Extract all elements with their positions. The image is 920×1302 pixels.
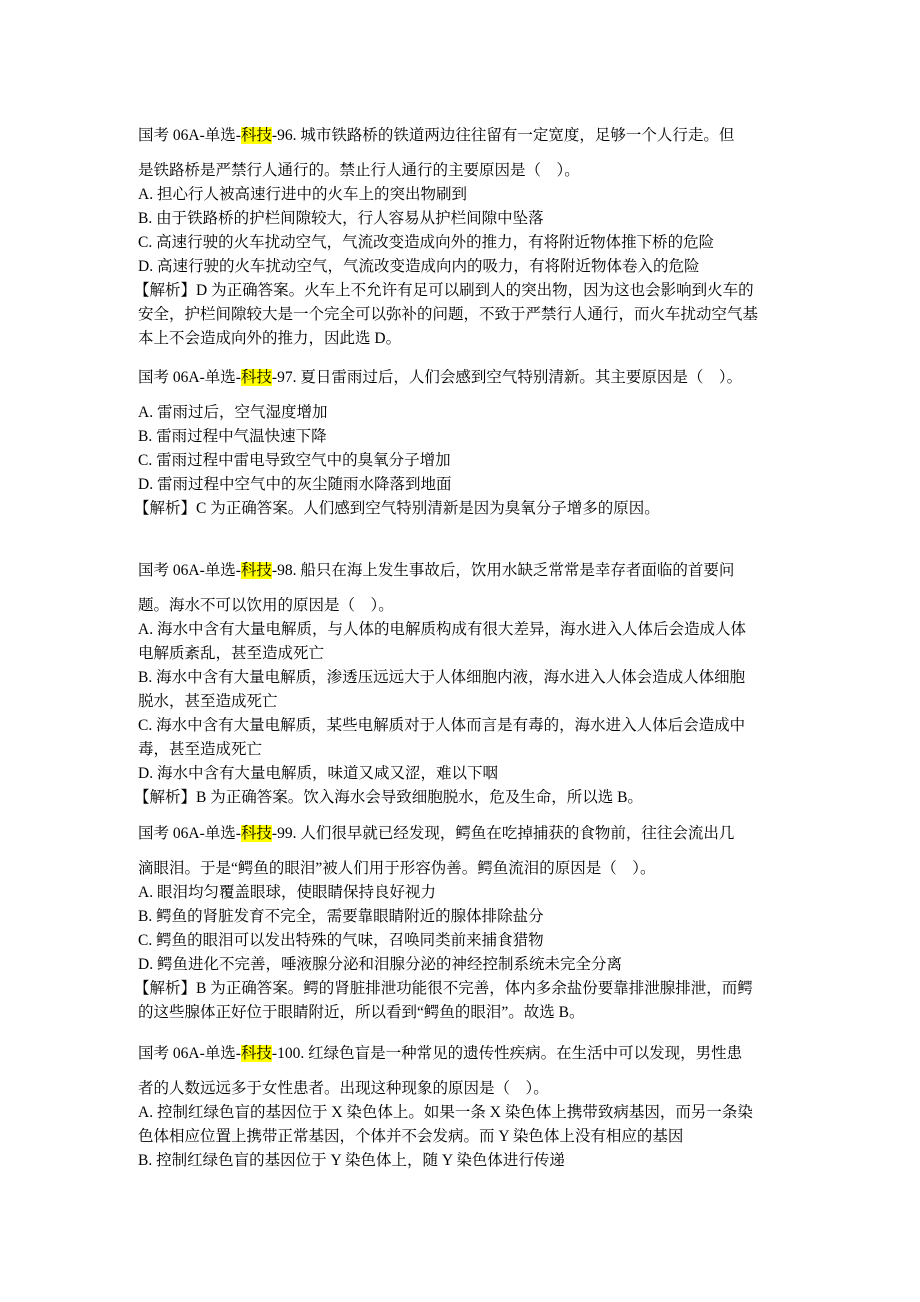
highlighted-tag: 科技: [240, 127, 272, 144]
analysis-line: 【解析】C 为正确答案。人们感到空气特别清新是因为臭氧分子增多的原因。: [134, 500, 660, 517]
option-a-cont: 色体相应位置上携带正常基因，个体并不会发病。而 Y 染色体上没有相应的基因: [138, 1128, 684, 1145]
option-b: B. 海水中含有大量电解质，渗透压远远大于人体细胞内液，海水进入人体会造成人体细胞: [138, 669, 746, 686]
question-99-stem: [138, 823, 734, 845]
highlighted-tag: 科技: [240, 825, 272, 842]
option-c: C. 雷雨过程中雷电导致空气中的臭氧分子增加: [138, 452, 451, 469]
option-d: D. 鳄鱼进化不完善，唾液腺分泌和泪腺分泌的神经控制系统未完全分离: [138, 956, 622, 973]
question-source: 国考 06A-单选-: [138, 825, 241, 842]
question-99-stem-cont: 滴眼泪。于是“鳄鱼的眼泪”被人们用于形容伪善。鳄鱼流泪的原因是（ ）。: [138, 860, 656, 877]
highlighted-tag: 科技: [240, 1045, 272, 1062]
option-a: A. 雷雨过后，空气湿度增加: [138, 404, 328, 421]
option-b: B. 由于铁路桥的护栏间隙较大，行人容易从护栏间隙中坠落: [138, 210, 544, 227]
analysis-line: 的这些腺体正好位于眼睛附近，所以看到“鳄鱼的眼泪”。故选 B。: [138, 1004, 585, 1021]
option-c-cont: 毒，甚至造成死亡: [138, 741, 263, 758]
highlighted-tag: 科技: [240, 369, 272, 386]
option-d: D. 雷雨过程中空气中的灰尘随雨水降落到地面: [138, 476, 452, 493]
question-98-stem: [138, 560, 734, 582]
option-d: D. 海水中含有大量电解质，味道又咸又涩，难以下咽: [138, 765, 498, 782]
option-a: A. 眼泪均匀覆盖眼球，使眼睛保持良好视力: [138, 884, 436, 901]
question-100-stem-cont: 者的人数远远多于女性患者。出现这种现象的原因是（ ）。: [138, 1080, 549, 1097]
analysis-line: 【解析】B 为正确答案。鳄的肾脏排泄功能很不完善，体内多余盐份要靠排泄腺排泄，而鳄: [134, 980, 753, 997]
question-97-stem: [138, 367, 742, 389]
option-c: C. 海水中含有大量电解质，某些电解质对于人体而言是有毒的，海水进入人体后会造成中: [138, 717, 746, 734]
question-100-stem: [138, 1043, 742, 1065]
question-source: 国考 06A-单选-: [138, 369, 241, 386]
option-a: A. 担心行人被高速行进中的火车上的突出物刷到: [138, 186, 467, 203]
question-96-stem: [138, 125, 734, 147]
question-96-stem-cont: 是铁路桥是严禁行人通行的。禁止行人通行的主要原因是（ ）。: [138, 162, 580, 179]
option-c: C. 鳄鱼的眼泪可以发出特殊的气味，召唤同类前来捕食猎物: [138, 932, 544, 949]
question-text: -97. 夏日雷雨过后，人们会感到空气特别清新。其主要原因是（ ）。: [271, 369, 743, 386]
option-b: B. 雷雨过程中气温快速下降: [138, 428, 327, 445]
question-source: 国考 06A-单选-: [138, 1045, 241, 1062]
question-source: 国考 06A-单选-: [138, 562, 241, 579]
analysis-line: 本上不会造成向外的推力，因此选 D。: [138, 330, 402, 347]
question-text: -99. 人们很早就已经发现，鳄鱼在吃掉捕获的食物前，往往会流出几: [271, 825, 735, 842]
option-b: B. 鳄鱼的肾脏发育不完全，需要靠眼睛附近的腺体排除盐分: [138, 908, 544, 925]
option-b-cont: 脱水，甚至造成死亡: [138, 693, 278, 710]
question-text: -100. 红绿色盲是一种常见的遗传性疾病。在生活中可以发现，男性患: [271, 1045, 743, 1062]
analysis-line: 【解析】D 为正确答案。火车上不允许有足可以刷到人的突出物，因为这也会影响到火车的: [134, 282, 754, 299]
option-c: C. 高速行驶的火车扰动空气，气流改变造成向外的推力，有将附近物体推下桥的危险: [138, 234, 715, 251]
highlighted-tag: 科技: [240, 562, 272, 579]
question-source: 国考 06A-单选-: [138, 127, 241, 144]
option-b: B. 控制红绿色盲的基因位于 Y 染色体上，随 Y 染色体进行传递: [138, 1152, 565, 1169]
option-a: A. 海水中含有大量电解质，与人体的电解质构成有很大差异，海水进入人体后会造成人体: [138, 621, 746, 638]
analysis-line: 安全，护栏间隙较大是一个完全可以弥补的问题，不致于严禁行人通行，而火车扰动空气基: [138, 306, 759, 323]
question-text: -98. 船只在海上发生事故后，饮用水缺乏常常是幸存者面临的首要问: [271, 562, 735, 579]
option-a: A. 控制红绿色盲的基因位于 X 染色体上。如果一条 X 染色体上携带致病基因，而另一条染: [138, 1104, 753, 1121]
analysis-line: 【解析】B 为正确答案。饮入海水会导致细胞脱水，危及生命，所以选 B。: [134, 789, 643, 806]
question-text: -96. 城市铁路桥的铁道两边往往留有一定宽度，足够一个人行走。但: [271, 127, 735, 144]
question-98-stem-cont: 题。海水不可以饮用的原因是（ ）。: [138, 597, 394, 614]
option-d: D. 高速行驶的火车扰动空气，气流改变造成向内的吸力，有将附近物体卷入的危险: [138, 258, 700, 275]
option-a-cont: 电解质紊乱，甚至造成死亡: [138, 645, 325, 662]
